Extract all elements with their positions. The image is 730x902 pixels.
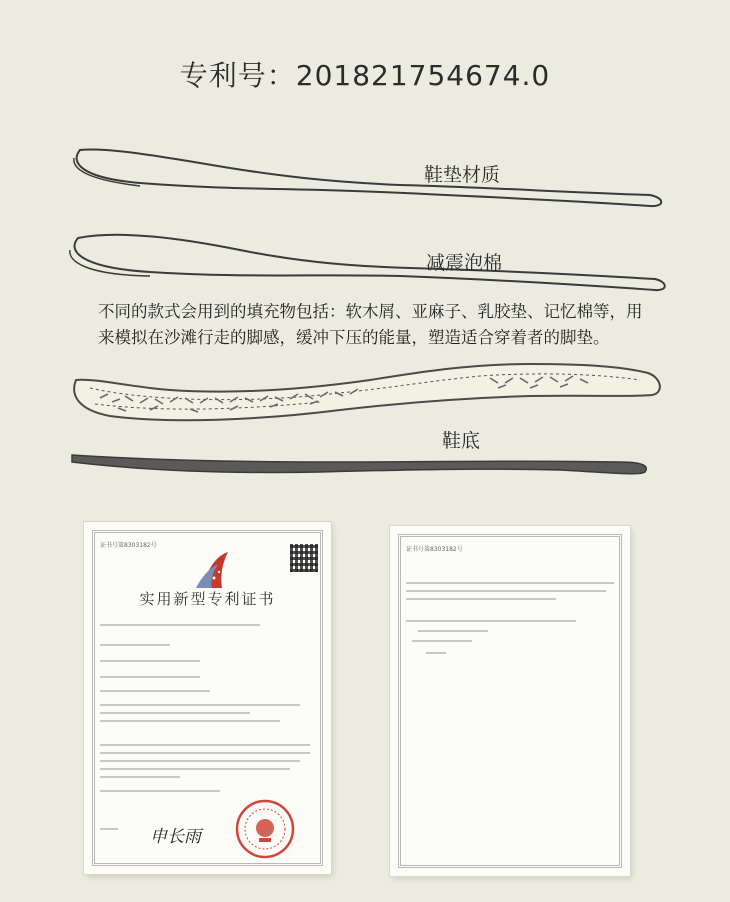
- certificate-heading: 实用新型专利证书: [139, 590, 276, 608]
- text-line: [406, 598, 556, 600]
- text-line: [406, 582, 614, 584]
- foam-label: 减震泡棉: [426, 252, 503, 274]
- filler-description: 不同的款式会用到的填充物包括：软木屑、亚麻子、乳胶垫、记忆棉等，用来模拟在沙滩行走的脚感，缓冲下压的能量，塑造适合穿着者的脚垫。: [98, 302, 643, 347]
- text-line: [100, 828, 118, 830]
- cnipa-logo: [192, 548, 234, 592]
- filler-cushion-layer: [74, 364, 660, 420]
- qr-code: [290, 544, 318, 572]
- certificate-back-page: [390, 526, 630, 876]
- certificate-number: 证书号第8303182号: [406, 546, 463, 553]
- sole-label: 鞋底: [442, 430, 481, 452]
- text-line: [100, 776, 180, 778]
- patent-number-title: 专利号：201821754674.0: [179, 59, 551, 92]
- text-line: [406, 590, 606, 592]
- text-line: [412, 640, 472, 642]
- text-line: [100, 660, 200, 662]
- official-seal: [234, 798, 296, 860]
- text-line: [100, 752, 310, 754]
- text-line: [100, 690, 210, 692]
- text-line: [100, 644, 170, 646]
- insole-material-label: 鞋垫材质: [424, 164, 501, 186]
- certificate-number: 证书号第8303182号: [100, 542, 157, 549]
- text-line: [418, 630, 488, 632]
- text-line: [100, 790, 220, 792]
- text-line: [100, 704, 300, 706]
- foam-layer: [75, 235, 665, 290]
- sole-layer: [72, 455, 646, 474]
- text-line: [406, 620, 576, 622]
- text-line: [100, 712, 250, 714]
- certificate-border: [398, 534, 622, 868]
- text-line: [100, 768, 290, 770]
- director-signature: 申长雨: [150, 827, 201, 847]
- text-line: [100, 676, 200, 678]
- text-line: [100, 720, 280, 722]
- utility-model-certificate: [84, 522, 331, 874]
- insole-material-layer: [77, 149, 662, 206]
- text-line: [100, 744, 310, 746]
- text-line: [426, 652, 446, 654]
- text-line: [100, 760, 300, 762]
- text-line: [100, 624, 260, 626]
